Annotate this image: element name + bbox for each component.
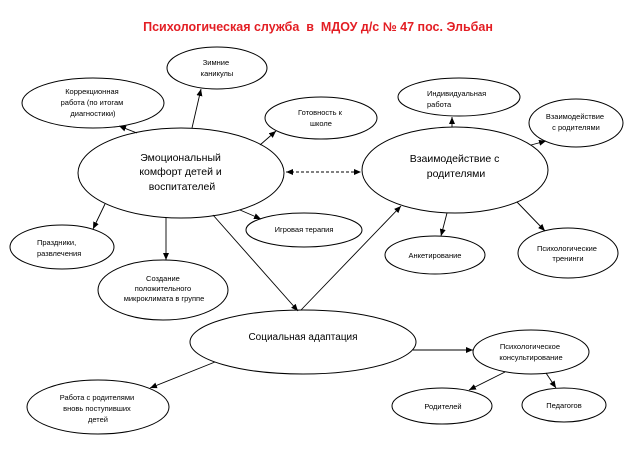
node-label-line: тренинги bbox=[552, 254, 584, 263]
node-label-line: Зимние bbox=[202, 58, 230, 67]
node-label-line: Коррекционная bbox=[65, 87, 119, 96]
node-label-line: воспитателей bbox=[148, 181, 216, 193]
node-label-line: Взаимодействие bbox=[545, 112, 605, 121]
node-label-line: школе bbox=[310, 119, 332, 128]
node-trainings bbox=[518, 228, 618, 278]
node-label-line: положительного bbox=[134, 284, 192, 293]
node-label-line: работа (по итогам bbox=[60, 98, 124, 107]
node-label-line: Праздники, bbox=[37, 238, 77, 247]
node-label-line: Работа с родителями bbox=[59, 393, 135, 402]
node-label-line: Создание bbox=[146, 274, 180, 283]
node-ellipse bbox=[10, 225, 114, 269]
node-questionnaire bbox=[385, 236, 485, 274]
node-label-line: Родителей bbox=[424, 402, 462, 411]
node-label bbox=[409, 251, 462, 260]
node-emotional-comfort bbox=[78, 128, 284, 218]
node-parents bbox=[392, 388, 492, 424]
node-label bbox=[275, 225, 334, 234]
node-label-line: Психологические bbox=[536, 244, 597, 253]
node-parent-interaction bbox=[362, 127, 548, 213]
node-label-line: Игровая терапия bbox=[274, 225, 334, 234]
node-individual-work bbox=[398, 78, 520, 116]
node-label-line: Педагогов bbox=[546, 401, 582, 410]
node-ellipse bbox=[265, 97, 377, 139]
node-label-line: Готовность к bbox=[298, 108, 342, 117]
node-label-line: Взаимодействие с bbox=[409, 153, 500, 165]
node-label bbox=[139, 152, 224, 193]
node-consulting bbox=[473, 330, 589, 374]
node-label-line: диагностики) bbox=[70, 109, 116, 118]
node-label bbox=[248, 332, 357, 343]
node-play-therapy bbox=[246, 213, 362, 247]
node-label-line: консультирование bbox=[499, 353, 563, 362]
node-label-line: вновь поступивших bbox=[63, 404, 131, 413]
node-label-line: работа bbox=[427, 100, 452, 109]
node-school-readiness bbox=[265, 97, 377, 139]
node-label-line: каникулы bbox=[200, 69, 234, 78]
node-label-line: Социальная адаптация bbox=[248, 332, 358, 343]
node-label bbox=[546, 401, 581, 410]
node-parent-interaction-small bbox=[529, 99, 623, 147]
node-label-line: родителями bbox=[426, 168, 486, 180]
node-social-adaptation bbox=[190, 310, 416, 374]
node-label-line: микроклимата в группе bbox=[123, 294, 205, 303]
node-label-line: Эмоциональный bbox=[140, 152, 221, 164]
node-label-line: развлечения bbox=[37, 249, 82, 258]
node-label-line: Анкетирование bbox=[408, 251, 462, 260]
node-label-line: комфорт детей и bbox=[139, 166, 222, 178]
node-label-line: Психологическое bbox=[499, 342, 561, 351]
node-label-line: с родителями bbox=[552, 123, 600, 132]
diagram-title: Психологическая служба в МДОУ д/с № 47 пос. Эльбан bbox=[143, 20, 493, 34]
node-label-line: Индивидуальная bbox=[427, 89, 487, 98]
node-ellipse bbox=[167, 47, 267, 89]
node-label bbox=[424, 402, 461, 411]
node-new-parents-work bbox=[27, 380, 169, 434]
node-teachers bbox=[522, 388, 606, 422]
node-ellipse bbox=[518, 228, 618, 278]
node-ellipse bbox=[473, 330, 589, 374]
node-label-line: детей bbox=[87, 415, 109, 424]
node-holidays bbox=[10, 225, 114, 269]
node-winter-holidays bbox=[167, 47, 267, 89]
node-correction-work bbox=[22, 78, 164, 128]
node-microclimate bbox=[98, 260, 228, 320]
